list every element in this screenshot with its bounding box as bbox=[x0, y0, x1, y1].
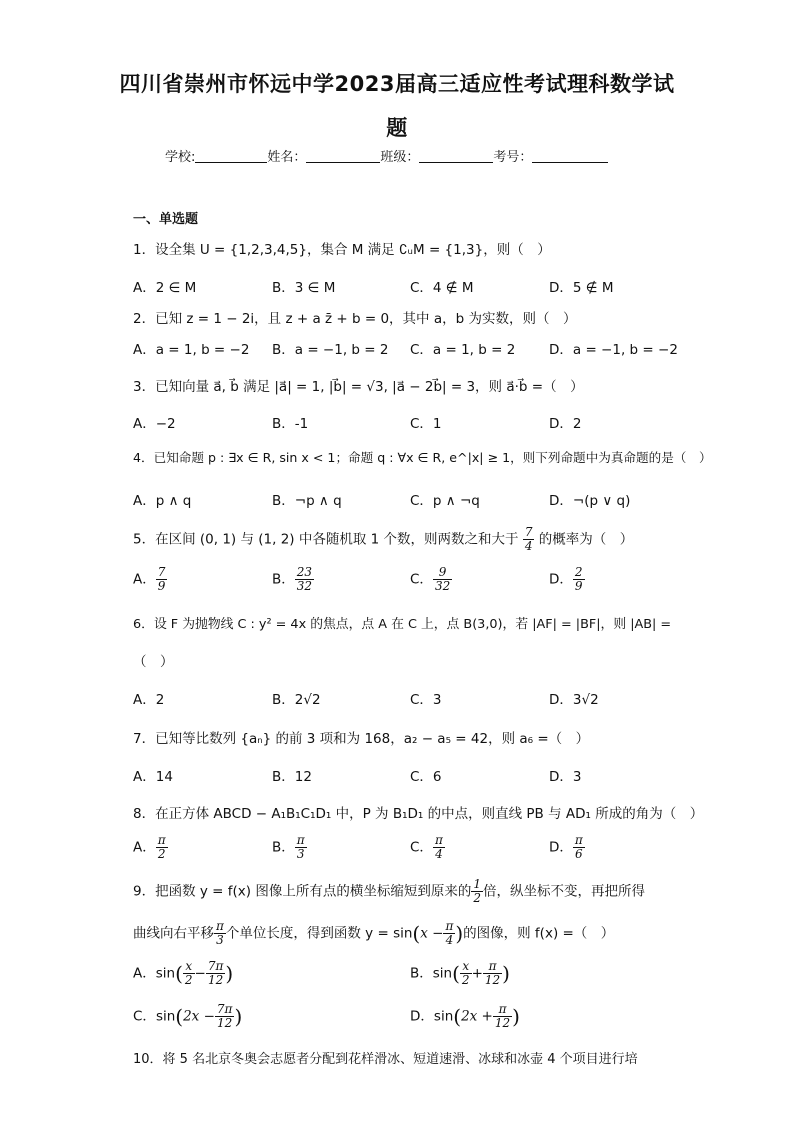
question-4-stem: 4．已知命题 p : ∃x ∈ R, sin x < 1；命题 q : ∀x ∈ R, e^|x| ≥ 1，则下列命题中为真命题的是（ ） bbox=[133, 450, 712, 465]
option-expression: 2x − bbox=[183, 1008, 215, 1025]
question-9-stem-text-a: 9．把函数 y = f(x) 图像上所有点的横坐标缩短到原来的 bbox=[133, 883, 472, 900]
question-7-stem: 7．已知等比数列 {aₙ} 的前 3 项和为 168，a₂ − a₅ = 42，则 a₆ =（ ） bbox=[133, 731, 590, 747]
question-5-stem-text-a: 5．在区间 (0, 1) 与 (1, 2) 中各随机取 1 个数，则两数之和大于 bbox=[133, 531, 519, 548]
fraction-denominator: 2 bbox=[461, 973, 470, 988]
question-1-option-d[interactable]: D．5 ∉ M bbox=[549, 280, 614, 296]
fraction-denominator: 3 bbox=[296, 847, 305, 862]
question-9-line2-text-c: x − bbox=[420, 925, 444, 942]
question-2-stem: 2．已知 z = 1 − 2i，且 z + a z̄ + b = 0，其中 a，b 为实数，则（ ） bbox=[133, 311, 577, 327]
option-fraction bbox=[433, 834, 445, 861]
option-label: B． bbox=[272, 571, 295, 588]
option-label: A． bbox=[133, 571, 156, 588]
question-6-stem-line2: （ ） bbox=[133, 654, 174, 670]
option-fraction bbox=[295, 834, 307, 861]
fraction-numerator: π bbox=[493, 1003, 512, 1017]
section-heading: 一、单选题 bbox=[133, 212, 199, 227]
option-fraction-b bbox=[206, 960, 226, 987]
number-label: 考号： bbox=[493, 150, 533, 165]
sin-text: sin bbox=[155, 1008, 176, 1025]
question-9-line2-text-d: 的图像，则 f(x) =（ ） bbox=[463, 925, 615, 942]
question-9-stem-line2 bbox=[133, 920, 614, 947]
question-9-line2-text-b: 个单位长度，得到函数 y = sin bbox=[225, 925, 413, 942]
question-7-option-b[interactable]: B．12 bbox=[272, 769, 312, 785]
right-paren: ) bbox=[225, 961, 234, 986]
fraction-numerator: 7π bbox=[207, 959, 224, 973]
fraction-denominator: 12 bbox=[494, 1016, 511, 1031]
option-label: A． bbox=[133, 839, 156, 856]
question-2-option-a[interactable]: A．a = 1, b = −2 bbox=[133, 342, 250, 358]
fraction-numerator: x bbox=[460, 960, 472, 974]
option-fraction-a bbox=[460, 960, 472, 987]
option-label: D． bbox=[549, 571, 573, 588]
fraction-numerator: 7 bbox=[524, 525, 533, 539]
option-fraction-b bbox=[483, 960, 502, 987]
fraction-denominator: 6 bbox=[575, 847, 583, 862]
option-fraction-b bbox=[493, 1003, 512, 1030]
option-fraction bbox=[156, 566, 168, 593]
question-9-option-d[interactable] bbox=[410, 1003, 520, 1030]
fraction-numerator: π bbox=[483, 960, 502, 974]
fraction-denominator: 9 bbox=[157, 579, 166, 594]
question-8-option-c[interactable] bbox=[410, 834, 445, 861]
question-5-option-c[interactable] bbox=[410, 566, 452, 593]
option-label: B． bbox=[410, 965, 433, 982]
sin-text: sin bbox=[433, 1008, 454, 1025]
fraction-numerator: π bbox=[216, 919, 224, 933]
fraction-denominator: 3 bbox=[216, 933, 224, 948]
fraction-denominator: 4 bbox=[524, 539, 533, 554]
fraction-denominator: 2 bbox=[157, 847, 166, 862]
option-fraction-a bbox=[183, 960, 195, 987]
option-label: D． bbox=[549, 839, 573, 856]
left-paren: ( bbox=[453, 1004, 462, 1029]
question-9-line2-fraction2 bbox=[443, 920, 455, 947]
fraction-numerator: π bbox=[574, 833, 583, 847]
fraction-denominator: 4 bbox=[445, 933, 454, 948]
sin-text: sin bbox=[432, 965, 453, 982]
question-9-stem bbox=[133, 878, 645, 905]
fraction-denominator: 4 bbox=[435, 847, 443, 862]
option-label: A． bbox=[133, 965, 156, 982]
question-7-option-d[interactable]: D．3 bbox=[549, 769, 582, 785]
fraction-numerator: 9 bbox=[433, 566, 452, 580]
option-fraction bbox=[156, 834, 168, 861]
name-blank[interactable] bbox=[306, 150, 380, 163]
fraction-numerator: 7π bbox=[216, 1002, 233, 1016]
question-4-option-a[interactable]: A．p ∧ q bbox=[133, 493, 192, 509]
left-paren: ( bbox=[175, 961, 183, 986]
question-2-option-c[interactable]: C．a = 1, b = 2 bbox=[410, 342, 516, 358]
question-1-stem: 1．设全集 U = {1,2,3,4,5}，集合 M 满足 ∁ᵤM = {1,3}，则（ ） bbox=[133, 242, 551, 258]
question-7-option-a[interactable]: A．14 bbox=[133, 769, 173, 785]
name-label: 姓名： bbox=[267, 150, 307, 165]
fraction-numerator: π bbox=[445, 919, 454, 933]
question-9-fraction bbox=[471, 878, 483, 905]
question-1-option-a[interactable]: A．2 ∈ M bbox=[133, 280, 197, 296]
option-label: B． bbox=[272, 839, 295, 856]
fraction-denominator: 9 bbox=[574, 579, 583, 594]
question-4-option-d[interactable]: D．¬(p ∨ q) bbox=[549, 493, 631, 509]
option-fraction bbox=[433, 566, 452, 593]
question-2-option-d[interactable]: D．a = −1, b = −2 bbox=[549, 342, 678, 358]
question-1-option-b[interactable]: B．3 ∈ M bbox=[272, 280, 336, 296]
question-8-option-d[interactable] bbox=[549, 834, 585, 861]
student-info-line bbox=[165, 146, 608, 165]
question-5-option-d[interactable] bbox=[549, 566, 585, 593]
question-8-option-b[interactable] bbox=[272, 834, 307, 861]
question-9-line2-fraction bbox=[214, 920, 226, 947]
option-fraction bbox=[295, 566, 314, 593]
question-6-option-c[interactable]: C．3 bbox=[410, 692, 442, 708]
fraction-denominator: 2 bbox=[473, 891, 481, 906]
school-label: 学校: bbox=[165, 150, 196, 165]
option-fraction bbox=[573, 566, 585, 593]
question-5-option-a[interactable] bbox=[133, 566, 167, 593]
option-expression: 2x + bbox=[461, 1008, 493, 1025]
class-label: 班级： bbox=[380, 150, 420, 165]
fraction-numerator: 1 bbox=[473, 877, 481, 891]
fraction-numerator: 7 bbox=[157, 565, 166, 579]
fraction-denominator: 12 bbox=[217, 1016, 233, 1031]
question-9-option-b[interactable] bbox=[410, 960, 510, 987]
question-8-stem: 8．在正方体 ABCD − A₁B₁C₁D₁ 中，P 为 B₁D₁ 的中点，则直线 PB 与 AD₁ 所成的角为（ ） bbox=[133, 806, 704, 822]
fraction-numerator: 2 bbox=[574, 565, 583, 579]
school-blank[interactable] bbox=[195, 150, 267, 163]
operator: + bbox=[471, 965, 483, 982]
question-5-option-b[interactable] bbox=[272, 566, 314, 593]
option-label: C． bbox=[133, 1008, 156, 1025]
question-6-option-d[interactable]: D．3√2 bbox=[549, 692, 599, 708]
fraction-numerator: x bbox=[183, 960, 195, 974]
question-4-option-c[interactable]: C．p ∧ ¬q bbox=[410, 493, 480, 509]
right-paren: ) bbox=[455, 921, 464, 946]
question-9-line2-text-a: 曲线向右平移 bbox=[133, 925, 214, 942]
option-fraction bbox=[573, 834, 585, 861]
fraction-denominator: 32 bbox=[434, 579, 451, 594]
question-8-option-a[interactable] bbox=[133, 834, 168, 861]
question-1-option-c[interactable]: C．4 ∉ M bbox=[410, 280, 474, 296]
fraction-denominator: 2 bbox=[184, 973, 193, 988]
right-paren: ) bbox=[502, 961, 510, 986]
question-10-stem: 10．将 5 名北京冬奥会志愿者分配到花样滑冰、短道速滑、冰球和冰壶 4 个项目进行培 bbox=[133, 1052, 638, 1067]
fraction-denominator: 32 bbox=[296, 579, 313, 594]
question-3-stem: 3．已知向量 a⃗, b⃗ 满足 |a⃗| = 1, |b⃗| = √3, |a⃗ − 2b⃗| = 3，则 a⃗·b⃗ =（ ） bbox=[133, 379, 584, 395]
question-5-stem bbox=[133, 526, 633, 553]
question-3-option-a[interactable]: A．−2 bbox=[133, 416, 176, 432]
option-label: C． bbox=[410, 571, 433, 588]
question-6-option-b[interactable]: B．2√2 bbox=[272, 692, 321, 708]
fraction-denominator: 12 bbox=[484, 973, 501, 988]
fraction-denominator: 12 bbox=[207, 973, 224, 988]
question-7-option-c[interactable]: C．6 bbox=[410, 769, 442, 785]
right-paren: ) bbox=[234, 1004, 243, 1029]
fraction-numerator: π bbox=[434, 833, 443, 847]
class-blank[interactable] bbox=[419, 150, 493, 163]
fraction-numerator: π bbox=[296, 833, 305, 847]
operator: − bbox=[194, 965, 206, 982]
question-3-option-c[interactable]: C．1 bbox=[410, 416, 442, 432]
option-label: D． bbox=[410, 1008, 434, 1025]
exam-title-line2: 题 bbox=[386, 116, 408, 140]
number-blank[interactable] bbox=[532, 150, 608, 163]
question-3-option-b[interactable]: B．-1 bbox=[272, 416, 309, 432]
question-4-option-b[interactable]: B．¬p ∧ q bbox=[272, 493, 342, 509]
option-fraction-b bbox=[215, 1003, 235, 1030]
fraction-numerator: 23 bbox=[296, 565, 313, 579]
left-paren: ( bbox=[412, 921, 421, 946]
question-3-option-d[interactable]: D．2 bbox=[549, 416, 582, 432]
question-9-stem-text-b: 倍，纵坐标不变，再把所得 bbox=[482, 883, 645, 900]
question-5-stem-text-b: 的概率为（ ） bbox=[538, 531, 634, 548]
sin-text: sin bbox=[155, 965, 176, 982]
question-5-fraction bbox=[523, 526, 535, 553]
fraction-numerator: π bbox=[157, 833, 166, 847]
option-label: C． bbox=[410, 839, 433, 856]
question-9-option-c[interactable] bbox=[133, 1003, 242, 1030]
question-2-option-b[interactable]: B．a = −1, b = 2 bbox=[272, 342, 389, 358]
left-paren: ( bbox=[452, 961, 460, 986]
right-paren: ) bbox=[512, 1004, 520, 1029]
question-6-option-a[interactable]: A．2 bbox=[133, 692, 165, 708]
question-6-stem: 6．设 F 为抛物线 C : y² = 4x 的焦点，点 A 在 C 上，点 B(3,0)，若 |AF| = |BF|，则 |AB| = bbox=[133, 617, 672, 632]
exam-title-line1: 四川省崇州市怀远中学2023届高三适应性考试理科数学试 bbox=[119, 72, 675, 96]
question-9-option-a[interactable] bbox=[133, 960, 233, 987]
left-paren: ( bbox=[175, 1004, 184, 1029]
